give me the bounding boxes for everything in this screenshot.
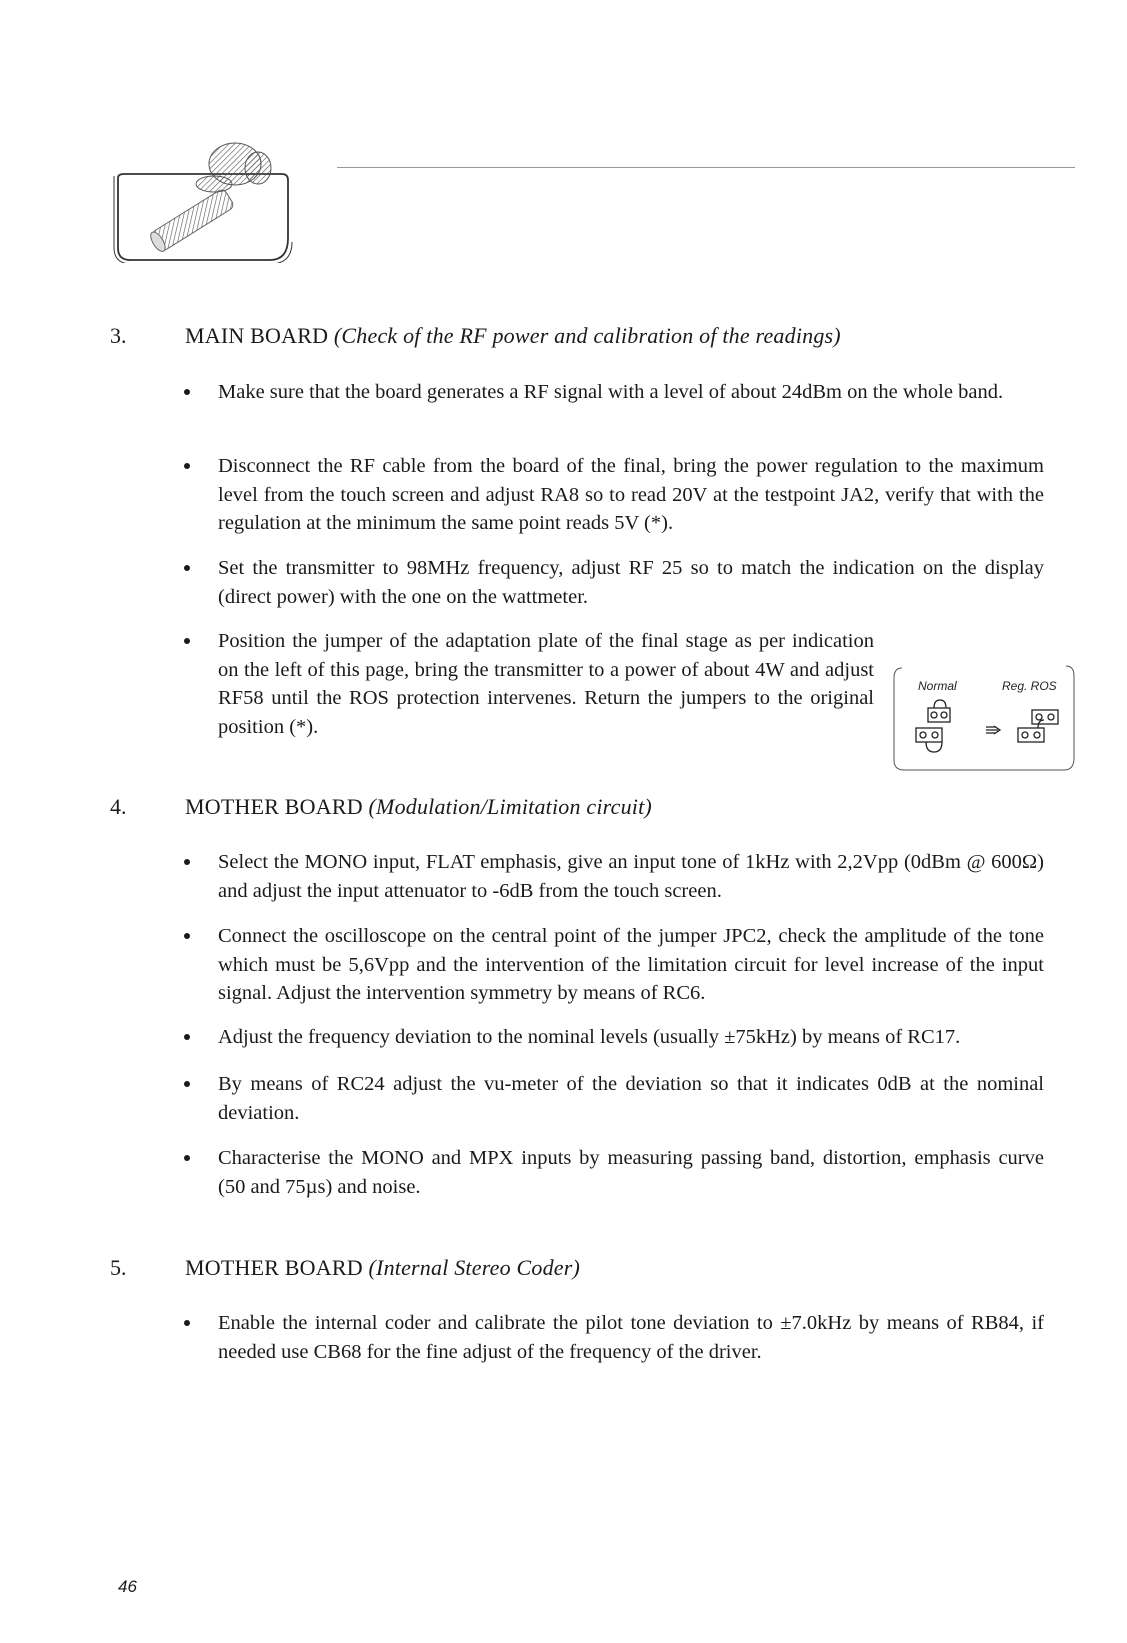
list-item: By means of RC24 adjust the vu-meter of the deviation so that it indicates 0dB at the nominal deviation. — [184, 1070, 1044, 1127]
header-rule — [337, 167, 1075, 168]
bullet-icon — [184, 1320, 190, 1326]
bullet-icon — [184, 1034, 190, 1040]
jumper-diagram — [890, 660, 1080, 775]
jumper-normal-icon — [916, 700, 950, 752]
list-item: Position the jumper of the adaptation plate of the final stage as per indication on the left of this page, bring the transmitter to a power of about 4W and adjust RF58 until the ROS protection intervenes. Return the jumpers to the original position (*). — [184, 627, 874, 741]
bullet-icon — [184, 565, 190, 571]
section-title: MOTHER BOARD (Internal Stereo Coder) — [185, 1255, 581, 1280]
section-subtitle: (Check of the RF power and calibration of the readings) — [333, 323, 841, 348]
list-item: Connect the oscilloscope on the central point of the jumper JPC2, check the amplitude of the tone which must be 5,6Vpp and the intervention of the limitation circuit for level increase of the input signal. Adjust the intervention symmetry by means of RC6. — [184, 922, 1044, 1008]
section-number: 4. — [110, 794, 127, 819]
jumper-label-reg-ros: Reg. ROS — [1002, 679, 1057, 693]
list-item: Characterise the MONO and MPX inputs by measuring passing band, distortion, emphasis curve (50 and 75µs) and noise. — [184, 1144, 1044, 1201]
bullet-icon — [184, 1081, 190, 1087]
page-number: 46 — [118, 1577, 137, 1596]
screw-logo-icon — [110, 138, 310, 263]
section-title: MOTHER BOARD (Modulation/Limitation circuit) — [185, 794, 652, 819]
section-subtitle: (Internal Stereo Coder) — [368, 1255, 581, 1280]
section-number: 3. — [110, 323, 127, 348]
bullet-icon — [184, 933, 190, 939]
jumper-label-normal: Normal — [918, 679, 957, 693]
bullet-icon — [184, 859, 190, 865]
list-item: Enable the internal coder and calibrate the pilot tone deviation to ±7.0kHz by means of RB84, if needed use CB68 for the fine adjust of the frequency of the driver. — [184, 1309, 1044, 1366]
section-subtitle: (Modulation/Limitation circuit) — [368, 794, 652, 819]
list-item: Select the MONO input, FLAT emphasis, give an input tone of 1kHz with 2,2Vpp (0dBm @ 600Ω) and adjust the input attenuator to -6dB from the touch screen. — [184, 848, 1044, 905]
list-item: Set the transmitter to 98MHz frequency, adjust RF 25 so to match the indication on the display (direct power) with the one on the wattmeter. — [184, 554, 1044, 611]
bullet-icon — [184, 1155, 190, 1161]
list-item: Disconnect the RF cable from the board of the final, bring the power regulation to the maximum level from the touch screen and adjust RA8 so to read 20V at the testpoint JA2, verify that with the regulation at the minimum the same point reads 5V (*). — [184, 452, 1044, 538]
bullet-icon — [184, 638, 190, 644]
list-item: Adjust the frequency deviation to the nominal levels (usually ±75kHz) by means of RC17. — [184, 1023, 1044, 1052]
section-number: 5. — [110, 1255, 127, 1280]
list-item: Make sure that the board generates a RF signal with a level of about 24dBm on the whole band. — [184, 378, 1044, 407]
arrow-right-icon — [986, 726, 1000, 734]
bullet-icon — [184, 389, 190, 395]
section-title: MAIN BOARD (Check of the RF power and calibration of the readings) — [185, 323, 841, 348]
jumper-reg-ros-icon — [1018, 710, 1058, 742]
bullet-icon — [184, 463, 190, 469]
